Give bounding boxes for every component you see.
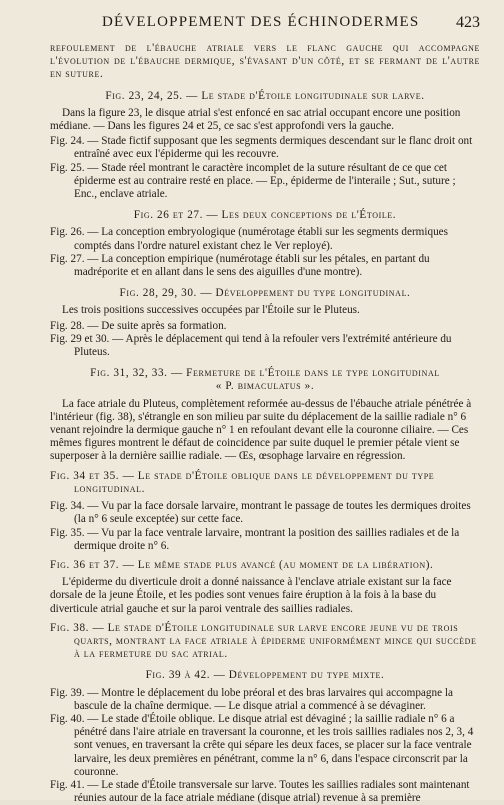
caption-fig-23-25: Fig. 23, 24, 25. — Le stade d'Étoile longitudinale sur larve. [105, 89, 425, 102]
caption-fig-36-37: Fig. 36 et 37. — Le même stade plus avancé (au moment de la libération). [50, 558, 434, 571]
caption-fig-31-33: Fig. 31, 32, 33. — Fermeture de l'Étoile dans le type longitudinal [90, 367, 440, 380]
caption-fig-26-27: Fig. 26 et 27. — Les deux conceptions de l'Étoile. [133, 209, 397, 222]
running-header [102, 14, 480, 32]
paragraph-fig-31: La face atriale du Pluteus, complètement reformée au-dessus de l'ébauche atriale pénétrée à l'intérieur (fig. 38), s'étrangle en son milieu par suite du déplacement de la saillie radiale n° 6 venant rejoindre la dermique gauche n° 1 en refoulant devant elle la couronne ciliaire. — Ces mêmes figures montrent le défaut de coincidence par suite duquel le premier pétale vient se superposer à la dernière saillie radiale. — Œs, œsophage larvaire en régression. [50, 397, 472, 463]
running-title: DÉVELOPPEMENT DES ÉCHINODERMES [102, 14, 420, 30]
caption-fig-28-30: Fig. 28, 29, 30. — Développement du type longitudinal. [119, 287, 411, 300]
legend-fig-28: Fig. 28. — De suite après sa formation. [50, 319, 227, 332]
paragraph-fig-36: L'épiderme du diverticule droit a donné naissance à l'enclave atriale existant sur la face dorsale de la jeune Étoile, et les podies sont venues faire éruption à la fois à la base du diverticule atrial gauche et sur la paroi ventrale des saillies radiales. [50, 576, 452, 615]
legend-fig-41: Fig. 41. — Le stade d'Étoile transversale sur larve. Toutes les saillies radiales sont maintenant réunies autour de la face atriale médiane (disque atrial) revenue à sa première [50, 778, 470, 805]
paragraph-fig-23: Dans la figure 23, le disque atrial s'est enfoncé en sac atrial occupant encore une position médiane. — Dans les figures 24 et 25, ce sac s'est approfondi vers la gauche. [50, 106, 461, 133]
legend-fig-35: Fig. 35. — Vu par la face ventrale larvaire, montrant la position des saillies radiales et de la dermique droite n° 6. [50, 526, 460, 552]
legend-fig-27: Fig. 27. — La conception empirique (numérotage établi sur les pétales, en partant du madréporite et en allant dans le sens des aiguilles d'une montre). [50, 252, 430, 279]
legend-fig-25: Fig. 25. — Stade réel montrant le caractère incomplet de la suture résultant de ce que cet épiderme est au contraire resté en place. — Ep., épiderme de l'interaile ; Sut., suture ; Enc., enclave atriale. [50, 161, 456, 201]
legend-fig-26: Fig. 26. — La conception embryologique (numérotage établi sur les segments dermiques comptés dans l'ordre naturel existant chez le Ver reployé). [50, 226, 448, 252]
legend-fig-34: Fig. 34. — Vu par la face dorsale larvaire, montrant le passage de toutes les dermiques droites (la n° 6 seule exceptée) sur cette face. [50, 500, 471, 526]
legend-fig-24: Fig. 24. — Stade fictif supposant que les segments dermiques descendant sur le flanc droit ont entraîné avec eux l'épiderme qui les recouvre. [50, 135, 473, 161]
legend-fig-40: Fig. 40. — Le stade d'Étoile oblique. Le disque atrial est dévaginé ; la saillie radiale n° 6 a pénétré dans l'aire atriale en traversant la couronne, et les trois saillies radiales nos 2, 3, 4 sont venues, en traversant la crête qui sépare les deux faces, se placer sur la face ventrale larvaire, les deux premières en pénétrant, comme la n° 6, dans l'espace circonscrit par la couronne. [50, 712, 474, 778]
page-body [50, 42, 480, 805]
caption-fig-34-35: Fig. 34 et 35. — Le stade d'Étoile oblique dans le développement du type longitudinal. [50, 469, 435, 495]
caption-fig-39-42: Fig. 39 à 42. — Développement du type mixte. [145, 669, 385, 682]
caption-fig-31-33-species: « P. bimaculatus ». [215, 380, 315, 393]
caption-fig-38: Fig. 38. — Le stade d'Étoile longitudinale sur larve encore jeune vu de trois quarts, montrant la face atriale à épiderme uniformément mince qui succède à la fermeture du sac atrial. [50, 621, 477, 661]
intro-paragraph: refoulement de l'ébauche atriale vers le flanc gauche qui accompagne l'évolution de l'ébauche dermique, s'évasant d'un côté, et se fermant de l'autre en suture. [50, 42, 480, 81]
paragraph-fig-28: Les trois positions successives occupées par l'Étoile sur le Pluteus. [62, 304, 360, 317]
page-number: 423 [456, 14, 480, 31]
legend-fig-29-30: Fig. 29 et 30. — Après le déplacement qui tend à la refouler vers l'extrémité antérieure du Pluteus. [50, 332, 452, 359]
legend-fig-39: Fig. 39. — Montre le déplacement du lobe préoral et des bras larvaires qui accompagne la bascule de la chaîne dermique. — Le disque atrial a commencé à se dévaginer. [50, 686, 453, 712]
